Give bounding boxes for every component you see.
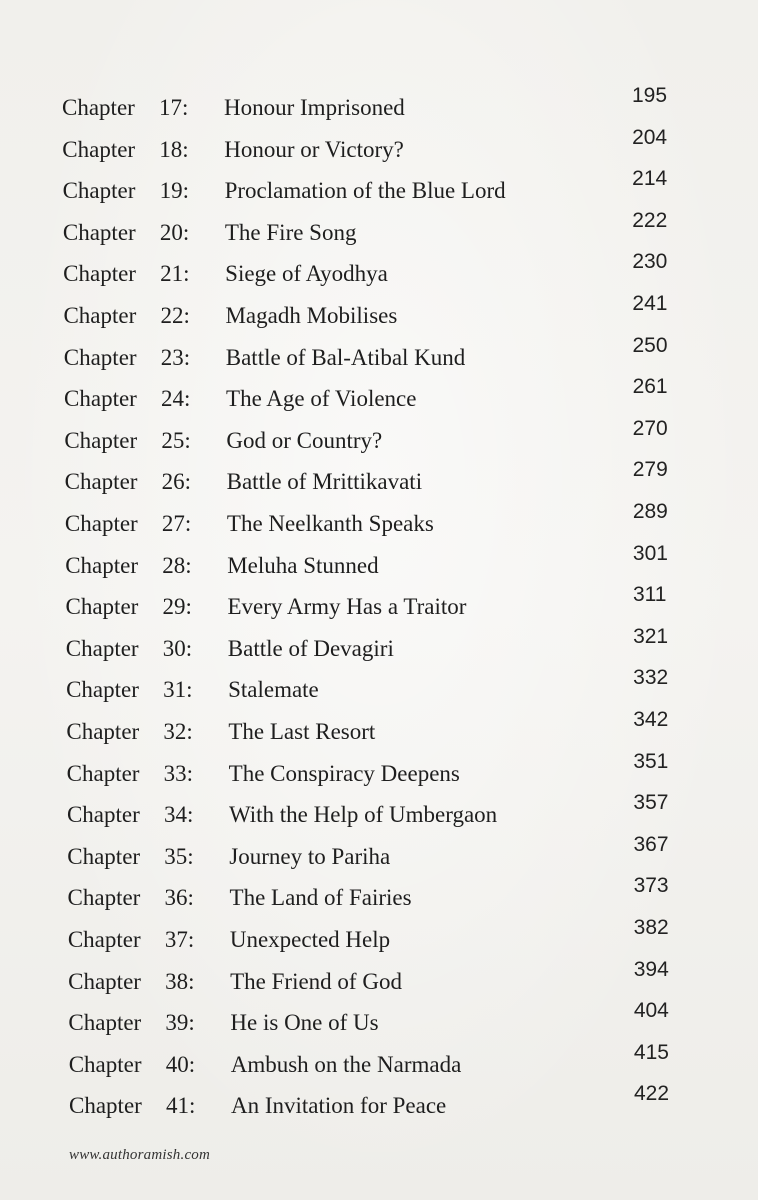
chapter-title: Every Army Has a Traitor	[227, 594, 467, 620]
chapter-title: Ambush on the Narmada	[230, 1051, 462, 1077]
page-number: 422	[634, 1082, 670, 1106]
toc-entry	[62, 84, 702, 128]
page-number: 367	[633, 832, 669, 856]
chapter-label: Chapter	[62, 136, 136, 162]
chapter-number: 27:	[161, 511, 192, 536]
toc-entry	[69, 1082, 709, 1126]
page-number: 373	[633, 874, 669, 898]
chapter-title: With the Help of Umbergaon	[228, 802, 498, 828]
page-number: 301	[632, 541, 668, 565]
chapter-number: 29:	[162, 594, 192, 620]
chapter-label: Chapter	[64, 386, 137, 412]
chapter-number: 28:	[162, 552, 192, 578]
chapter-label: Chapter	[67, 885, 141, 911]
chapter-number: 38:	[165, 968, 195, 994]
chapter-title: The Neelkanth Speaks	[226, 511, 434, 536]
chapter-title: Battle of Mrittikavati	[226, 469, 423, 495]
chapter-title: Honour Imprisoned	[224, 95, 405, 120]
page-number: 394	[633, 957, 669, 981]
chapter-label: Chapter	[67, 927, 141, 952]
chapter-label: Chapter	[66, 719, 140, 744]
chapter-title: Honour or Victory?	[224, 136, 404, 162]
toc-entry	[66, 708, 706, 752]
chapter-number: 20:	[159, 219, 190, 245]
chapter-number: 17:	[159, 95, 189, 120]
chapter-label: Chapter	[67, 843, 141, 869]
page-number: 342	[633, 708, 669, 731]
page-number: 250	[632, 333, 668, 357]
toc-entry	[63, 333, 704, 378]
chapter-number: 33:	[163, 760, 194, 786]
footer-website: www.authoramish.com	[69, 1147, 211, 1163]
page-number: 214	[632, 167, 668, 191]
chapter-number: 36:	[164, 885, 194, 911]
chapter-title: Siege of Ayodhya	[225, 261, 388, 287]
chapter-number: 25:	[161, 427, 191, 453]
chapter-label: Chapter	[62, 178, 136, 204]
page-number: 332	[633, 666, 669, 690]
chapter-label: Chapter	[65, 552, 139, 578]
chapter-label: Chapter	[66, 802, 140, 828]
chapter-number: 23:	[160, 344, 191, 370]
chapter-number: 24:	[161, 386, 191, 412]
toc-entry	[67, 874, 708, 918]
chapter-label: Chapter	[64, 427, 138, 453]
chapter-number: 40:	[165, 1051, 196, 1077]
toc-entry	[68, 957, 708, 1002]
chapter-label: Chapter	[66, 760, 140, 786]
chapter-title: The Age of Violence	[226, 386, 417, 412]
chapter-number: 22:	[160, 303, 190, 328]
toc-entry	[63, 250, 703, 294]
toc-entry	[65, 541, 705, 586]
page-number: 382	[633, 916, 669, 939]
toc-entry	[62, 208, 703, 253]
page-number: 279	[632, 458, 668, 482]
toc-entry	[64, 416, 704, 461]
chapter-title: Magadh Mobilises	[225, 303, 398, 328]
chapter-title: God or Country?	[226, 427, 383, 453]
page-number: 270	[632, 416, 668, 440]
chapter-label: Chapter	[68, 1051, 142, 1077]
toc-entry	[68, 999, 708, 1043]
page-number: 230	[632, 250, 668, 274]
chapter-number: 31:	[163, 677, 193, 703]
chapter-title: Proclamation of the Blue Lord	[224, 178, 506, 204]
chapter-title: Meluha Stunned	[227, 552, 379, 578]
chapter-label: Chapter	[65, 594, 139, 620]
chapter-label: Chapter	[63, 261, 136, 287]
chapter-number: 26:	[161, 469, 192, 495]
toc-entry	[62, 125, 702, 170]
page-number: 195	[632, 84, 668, 107]
toc-entry	[64, 375, 704, 419]
chapter-title: The Last Resort	[228, 719, 376, 744]
chapter-number: 18:	[159, 136, 189, 162]
page-number: 357	[633, 791, 669, 815]
chapter-number: 30:	[162, 635, 193, 661]
chapter-number: 21:	[160, 261, 190, 287]
toc-entry	[66, 791, 707, 835]
chapter-title: He is One of Us	[230, 1010, 379, 1036]
chapter-title: The Fire Song	[224, 219, 357, 245]
chapter-number: 39:	[165, 1010, 195, 1036]
chapter-label: Chapter	[66, 677, 139, 703]
chapter-label: Chapter	[68, 1010, 142, 1036]
chapter-label: Chapter	[64, 469, 138, 495]
chapter-number: 35:	[164, 843, 194, 869]
chapter-title: Battle of Devagiri	[227, 635, 394, 661]
toc-entry	[63, 292, 703, 336]
chapter-title: The Conspiracy Deepens	[228, 760, 460, 786]
chapter-title: An Invitation for Peace	[231, 1093, 447, 1119]
chapter-label: Chapter	[63, 303, 137, 328]
chapter-label: Chapter	[64, 511, 138, 536]
toc-entry	[64, 500, 705, 544]
toc-entry	[65, 624, 706, 669]
chapter-title: The Land of Fairies	[229, 885, 412, 911]
page-number: 241	[632, 292, 668, 315]
chapter-label: Chapter	[62, 95, 135, 120]
chapter-number: 34:	[163, 802, 194, 828]
chapter-label: Chapter	[62, 219, 136, 245]
page-number: 261	[632, 375, 668, 399]
chapter-title: Stalemate	[228, 677, 319, 703]
page-number: 311	[633, 583, 667, 607]
chapter-number: 37:	[164, 927, 195, 952]
page-number: 404	[633, 999, 669, 1023]
chapter-title: The Friend of God	[230, 968, 402, 994]
page-number: 415	[633, 1040, 669, 1064]
chapter-title: Journey to Pariha	[229, 843, 391, 869]
toc-entry	[68, 1040, 709, 1085]
chapter-number: 32:	[163, 719, 193, 744]
chapter-number: 41:	[166, 1093, 196, 1119]
toc-entry	[66, 666, 706, 710]
page-number: 321	[633, 624, 669, 648]
chapter-title: Unexpected Help	[229, 927, 391, 952]
page-number: 289	[632, 500, 668, 523]
toc-entry	[66, 749, 707, 794]
toc-entry	[67, 832, 707, 877]
page-number: 204	[632, 125, 668, 149]
page-number: 222	[632, 208, 668, 232]
chapter-label: Chapter	[65, 635, 139, 661]
toc-entry	[62, 167, 703, 211]
chapter-label: Chapter	[63, 344, 137, 370]
toc-entry	[67, 916, 708, 960]
chapter-label: Chapter	[68, 968, 141, 994]
toc-entry	[65, 583, 706, 627]
chapter-title: Battle of Bal-Atibal Kund	[225, 344, 466, 370]
chapter-label: Chapter	[69, 1093, 142, 1119]
page-number: 351	[633, 749, 669, 773]
toc-entry	[64, 458, 705, 502]
chapter-number: 19:	[159, 178, 189, 204]
